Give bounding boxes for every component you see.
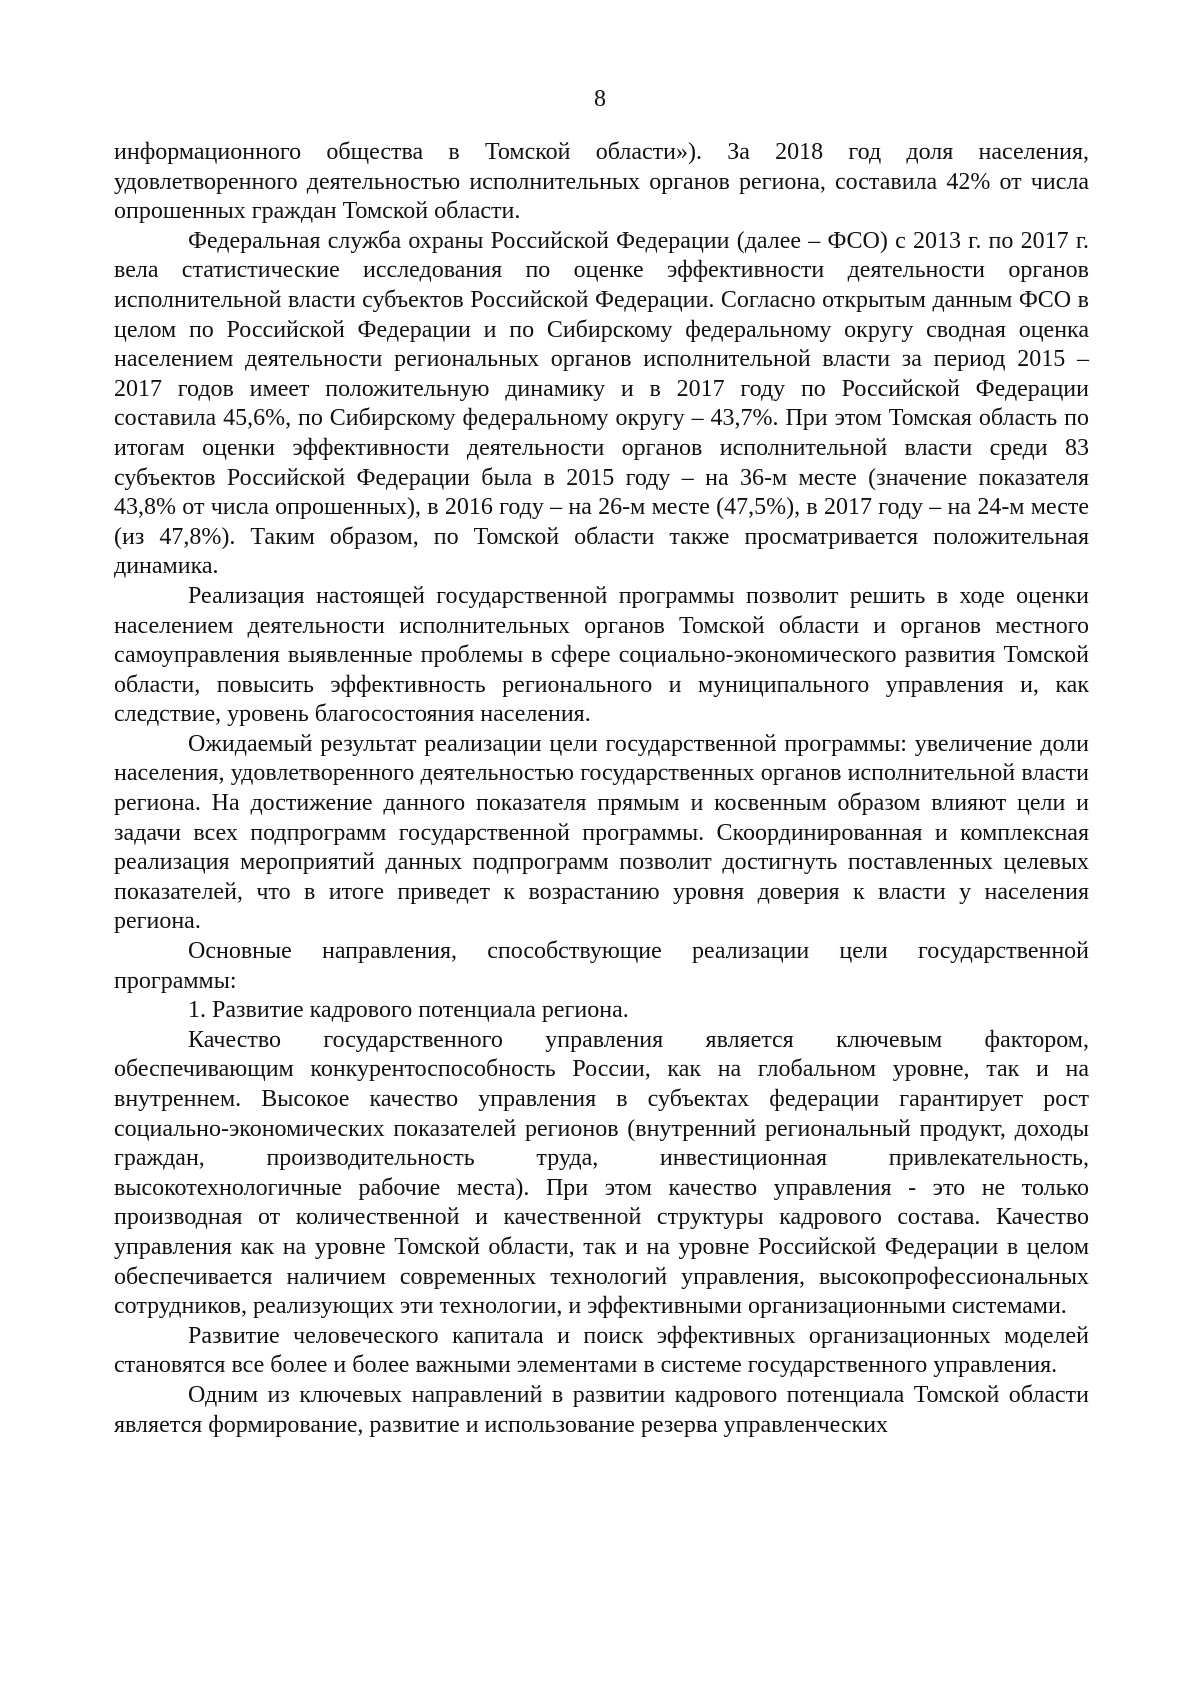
paragraph-main-directions: Основные направления, способствующие реализации цели государственной программы: <box>114 938 1089 994</box>
paragraph-continuation: информационного общества в Томской области»). За 2018 год доля населения, удовлетворенного деятельностью исполнительных органов региона, составила 42% от числа опрошенных граждан Томской области. <box>114 139 1089 225</box>
paragraph-fso-statistics: Федеральная служба охраны Российской Федерации (далее – ФСО) с 2013 г. по 2017 г. вела статистические исследования по оценке эффективности деятельности органов исполнительной власти субъектов Российской Федерации. Согласно открытым данным ФСО в целом по Российской Федерации и по Сибирскому федеральному округу сводная оценка населением деятельности региональных органов исполнительной власти за период 2015 – 2017 годов имеет положительную динамику и в 2017 году по Российской Федерации составила 45,6%, по Сибирскому федеральному округу – 43,7%. При этом Томская область по итогам оценки эффективности деятельности органов исполнительной власти среди 83 субъектов Российской Федерации была в 2015 году – на 36-м месте (значение показателя 43,8% от числа опрошенных), в 2016 году – на 26-м месте (47,5%), в 2017 году – на 24-м месте (из 47,8%). Таким образом, по Томской области также просматривается положительная динамика. <box>114 227 1089 580</box>
page-number: 8 <box>594 86 606 112</box>
document-body <box>114 138 1089 1440</box>
paragraph-key-directions: Одним из ключевых направлений в развитии кадрового потенциала Томской области является формирование, развитие и использование резерва управленческих <box>114 1381 1089 1438</box>
paragraph-program-implementation: Реализация настоящей государственной программы позволит решить в ходе оценки населением деятельности исполнительных органов Томской области и органов местного самоуправления выявленные проблемы в сфере социально-экономического развития Томской области, повысить эффективность регионального и муниципального управления и, как следствие, уровень благосостояния населения. <box>114 582 1089 728</box>
paragraph-expected-result: Ожидаемый результат реализации цели государственной программы: увеличение доли населения, удовлетворенного деятельностью государственных органов исполнительной власти региона. На достижение данного показателя прямым и косвенным образом влияют цели и задачи всех подпрограмм государственной программы. Скоординированная и комплексная реализация мероприятий данных подпрограмм позволит достигнуть поставленных целевых показателей, что в итоге приведет к возрастанию уровня доверия к власти у населения региона. <box>114 730 1089 935</box>
paragraph-management-quality: Качество государственного управления является ключевым фактором, обеспечивающим конкурентоспособность России, как на глобальном уровне, так и на внутреннем. Высокое качество управления в субъектах федерации гарантирует рост социально-экономических показателей регионов (внутренний региональный продукт, доходы граждан, производительность труда, инвестиционная привлекательность, высокотехнологичные рабочие места). При этом качество управления - это не только производная от количественной и качественной структуры кадрового состава. Качество управления как на уровне Томской области, так и на уровне Российской Федерации в целом обеспечивается наличием современных технологий управления, высокопрофессиональных сотрудников, реализующих эти технологии, и эффективными организационными системами. <box>114 1026 1089 1320</box>
paragraph-human-capital: Развитие человеческого капитала и поиск эффективных организационных моделей становятся все более и более важными элементами в системе государственного управления. <box>114 1322 1089 1379</box>
list-item-personnel-potential: 1. Развитие кадрового потенциала региона. <box>188 997 629 1024</box>
